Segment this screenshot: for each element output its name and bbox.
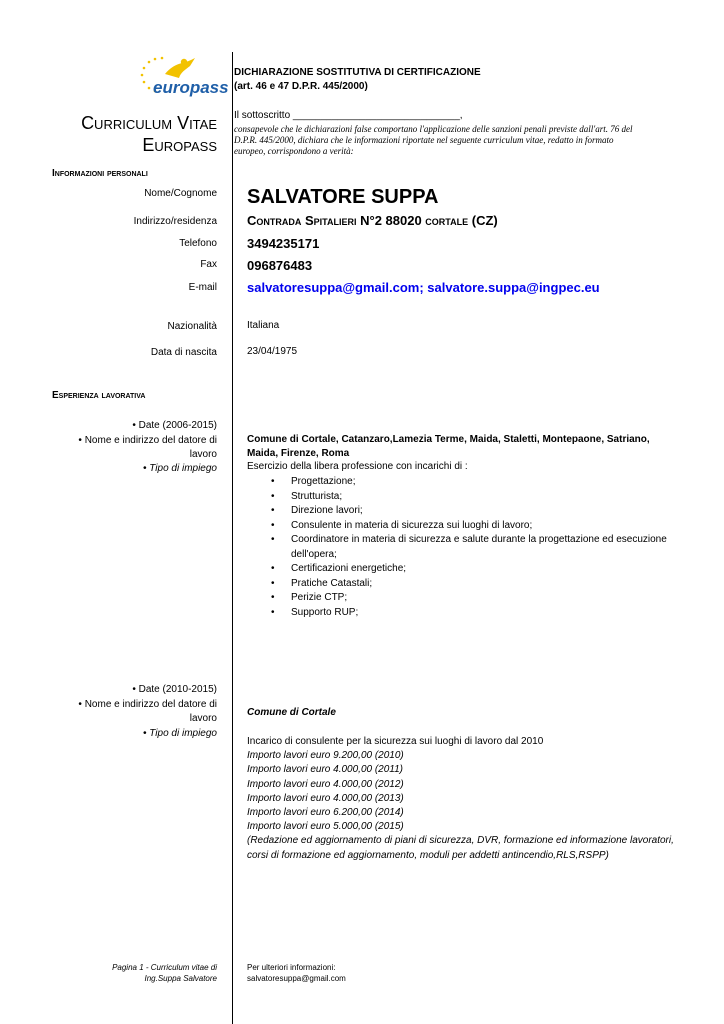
- list-item: • Direzione lavori;: [247, 504, 687, 519]
- birth-value: 23/04/1975: [247, 346, 298, 357]
- europass-logo: [135, 52, 229, 98]
- label-email: E-mail: [188, 282, 217, 293]
- footer-left: [112, 962, 217, 984]
- list-item: Importo lavori euro 6.200,00 (2014): [247, 807, 404, 819]
- list-item: Importo lavori euro 4.000,00 (2011): [247, 764, 404, 776]
- entry2-employer-label: • Nome e indirizzo del datore di: [78, 699, 217, 710]
- footer-author: Ing.Suppa Salvatore: [144, 974, 217, 983]
- section-experience: Esperienza lavorativa: [52, 390, 146, 401]
- logo-text: europass: [153, 78, 229, 97]
- entry2-description: Incarico di consulente per la sicurezza sui luoghi di lavoro dal 2010: [247, 736, 544, 747]
- footer-page-label: Pagina 1 - Curriculum vitae di: [112, 963, 217, 972]
- email-link[interactable]: salvatoresuppa@gmail.com; salvatore.suppa@ingpec.eu: [247, 280, 600, 295]
- entry1-date-label: • Date (2006-2015): [132, 420, 217, 431]
- list-item: Importo lavori euro 4.000,00 (2013): [247, 792, 404, 804]
- entry2-type-label: • Tipo di impiego: [142, 728, 217, 739]
- list-item: • Progettazione;: [247, 475, 687, 490]
- list-item: • Perizie CTP;: [247, 591, 687, 606]
- list-item: • Pratiche Catastali;: [247, 577, 687, 592]
- label-birth: Data di nascita: [150, 347, 217, 358]
- column-divider: [232, 52, 233, 1024]
- fax-value: 096876483: [247, 258, 313, 273]
- list-item: • Consulente in materia di sicurezza sui luoghi di lavoro;: [247, 519, 687, 534]
- person-name: SALVATORE SUPPA: [247, 186, 439, 208]
- cv-title: [81, 112, 217, 156]
- phone-value: 3494235171: [247, 236, 320, 251]
- entry2-employer-label-2: lavoro: [189, 713, 217, 724]
- entry2-employer: Comune di Cortale: [247, 707, 336, 718]
- label-phone: Telefono: [179, 238, 217, 249]
- entry1-employer-label-2: lavoro: [189, 449, 217, 460]
- label-address: Indirizzo/residenza: [133, 216, 217, 227]
- list-item: • Certificazioni energetiche;: [247, 562, 687, 577]
- entry1-employer: Comune di Cortale, Catanzaro,Lamezia Terme, Maida, Staletti, Montepaone, Satriano, Maida, Firenze, Roma: [247, 434, 650, 459]
- label-name: Nome/Cognome: [144, 188, 217, 199]
- entry1-task-list: [247, 475, 687, 620]
- cv-title-line-1: Curriculum Vitae: [81, 113, 217, 133]
- footer-email[interactable]: salvatoresuppa@gmail.com: [247, 974, 346, 983]
- address-value: Contrada Spitalieri N°2 88020 cortale (CZ): [247, 213, 498, 228]
- cv-title-line-2: Europass: [142, 135, 217, 155]
- header-line-2: (art. 46 e 47 D.P.R. 445/2000): [234, 81, 368, 92]
- list-item: Importo lavori euro 9.200,00 (2010): [247, 750, 404, 762]
- entry1-type-label: • Tipo di impiego: [142, 463, 217, 474]
- entry1-employer-label: • Nome e indirizzo del datore di: [78, 435, 217, 446]
- label-fax: Fax: [200, 259, 217, 270]
- entry2-date-label: • Date (2010-2015): [132, 684, 217, 695]
- footer-right: [247, 962, 346, 984]
- list-item: Importo lavori euro 5.000,00 (2015): [247, 821, 404, 833]
- list-item: • Strutturista;: [247, 490, 687, 505]
- entry2-note: (Redazione ed aggiornamento di piani di sicurezza, DVR, formazione ed informazione lavoratori, corsi di formazione ed aggiornamento, moduli per addetti antincendio,RLS,RSPP): [247, 835, 674, 861]
- certification-header: [234, 66, 481, 94]
- entry1-description: Esercizio della libera professione con incarichi di :: [247, 461, 468, 472]
- list-item: • Coordinatore in materia di sicurezza e salute durante la progettazione ed esecuzione dell'opera;: [247, 533, 687, 562]
- footer-info-label: Per ulteriori informazioni:: [247, 963, 336, 972]
- nationality-value: Italiana: [247, 320, 280, 331]
- header-line-1: DICHIARAZIONE SOSTITUTIVA DI CERTIFICAZIONE: [234, 67, 481, 78]
- list-item: • Supporto RUP;: [247, 606, 687, 621]
- declaration-text: consapevole che le dichiarazioni false comportano l'applicazione delle sanzioni penali previste dall'art. 76 del D.P.R. 445/2000, dichiara che le informazioni riportate nel seguente curriculum vitae, redatto in formato europeo, corrispondono a verità:: [234, 124, 633, 156]
- sottoscritto-line: Il sottoscritto ______________________________,: [234, 110, 463, 121]
- section-personal-info: Informazioni personali: [52, 168, 148, 179]
- label-nationality: Nazionalità: [167, 321, 217, 332]
- entry2-details: [247, 735, 687, 863]
- list-item: Importo lavori euro 4.000,00 (2012): [247, 778, 404, 790]
